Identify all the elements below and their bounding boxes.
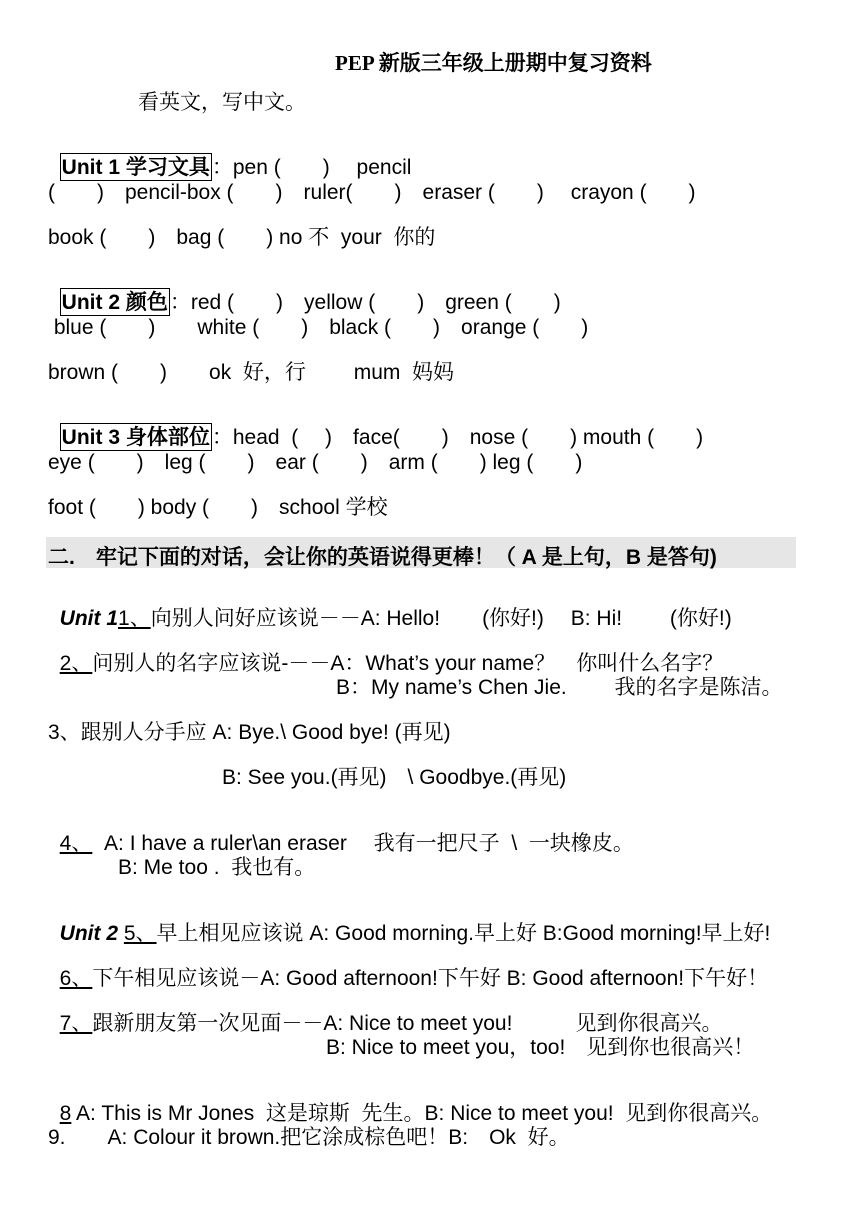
dialog-3-answer: B: See you.(再见) \ Goodbye.(再见) (222, 766, 567, 789)
page-title: PEP 新版三年级上册期中复习资料 (335, 51, 652, 75)
dialog-1-text: 向别人问好应该说－－A: Hello! (你好!) B: Hi! (你好!) (150, 607, 732, 630)
dialog-2 (48, 632, 723, 674)
dialog-4-text: A: I have a ruler\an eraser 我有一把尺子 \ 一块橡皮。 (92, 832, 634, 855)
unit2-line3: brown ( ) ok 好，行 mum 妈妈 (48, 361, 455, 384)
unit1-label: Unit 1 学习文具 (60, 153, 212, 181)
dialog-1-unit: Unit 1 (59, 607, 119, 630)
unit3-line1 (48, 406, 703, 448)
unit2-line2: blue ( ) white ( ) black ( ) orange ( ) (48, 316, 589, 339)
dialog-6 (48, 947, 768, 989)
unit2-line1 (48, 271, 561, 313)
dialog-8 (48, 1082, 772, 1124)
dialog-4-answer: B: Me too . 我也有。 (118, 856, 316, 879)
dialog-2-text: 问别人的名字应该说-－－A：What’s your name？ 你叫什么名字？ (92, 652, 724, 675)
dialog-3-question: 3、跟别人分手应 A: Bye.\ Good bye! (再见) (48, 721, 451, 744)
dialog-7-number: 7、 (59, 1012, 93, 1035)
dialog-8-number: 8 (59, 1102, 72, 1125)
dialog-5-number: 5、 (123, 922, 157, 945)
dialog-7-text: 跟新朋友第一次见面－－A: Nice to meet you! 见到你很高兴。 (92, 1012, 723, 1035)
unit3-line3: foot ( ) body ( ) school 学校 (48, 496, 388, 519)
section2-heading: 二. 牢记下面的对话，会让你的英语说得更棒！（ A 是上句，B 是答句) (48, 546, 717, 569)
unit3-line2: eye ( ) leg ( ) ear ( ) arm ( ) leg ( ) (48, 451, 583, 474)
unit1-line1-text: ：pen ( ) pencil (211, 156, 412, 179)
dialog-1-number: 1、 (118, 607, 151, 630)
dialog-5-unit: Unit 2 (59, 922, 119, 945)
dialog-6-number: 6、 (59, 967, 93, 990)
unit3-line1-text: ：head ( ) face( ) nose ( ) mouth ( ) (211, 426, 704, 449)
dialog-7-answer: B: Nice to meet you，too! 见到你也很高兴！ (326, 1036, 755, 1059)
dialog-5 (48, 902, 770, 944)
dialog-4 (48, 812, 634, 854)
instruction: 看英文，写中文。 (138, 91, 306, 114)
dialog-5-text: 早上相见应该说 A: Good morning.早上好 B:Good morning!早上好! (156, 922, 771, 945)
dialog-4-number: 4、 (59, 832, 93, 855)
dialog-6-text: 下午相见应该说－A: Good afternoon!下午好 B: Good afternoon!下午好！ (92, 967, 769, 990)
dialog-9: 9. A: Colour it brown.把它涂成棕色吧！B: Ok 好。 (48, 1126, 570, 1149)
unit1-line1 (48, 136, 411, 178)
unit3-label: Unit 3 身体部位 (60, 423, 212, 451)
unit2-line1-text: ：red ( ) yellow ( ) green ( ) (169, 291, 561, 314)
unit1-line2: ( ) pencil-box ( ) ruler( ) eraser ( ) crayon ( ) (48, 181, 696, 204)
dialog-2-answer: B：My name’s Chen Jie. 我的名字是陈洁。 (336, 676, 783, 699)
dialog-8-text: A: This is Mr Jones 这是琼斯 先生。B: Nice to meet you! 见到你很高兴。 (71, 1102, 773, 1125)
dialog-7 (48, 992, 722, 1034)
unit1-line3: book ( ) bag ( ) no 不 your 你的 (48, 226, 436, 249)
dialog-2-number: 2、 (59, 652, 93, 675)
dialog-1 (48, 587, 732, 629)
unit2-label: Unit 2 颜色 (60, 288, 170, 316)
